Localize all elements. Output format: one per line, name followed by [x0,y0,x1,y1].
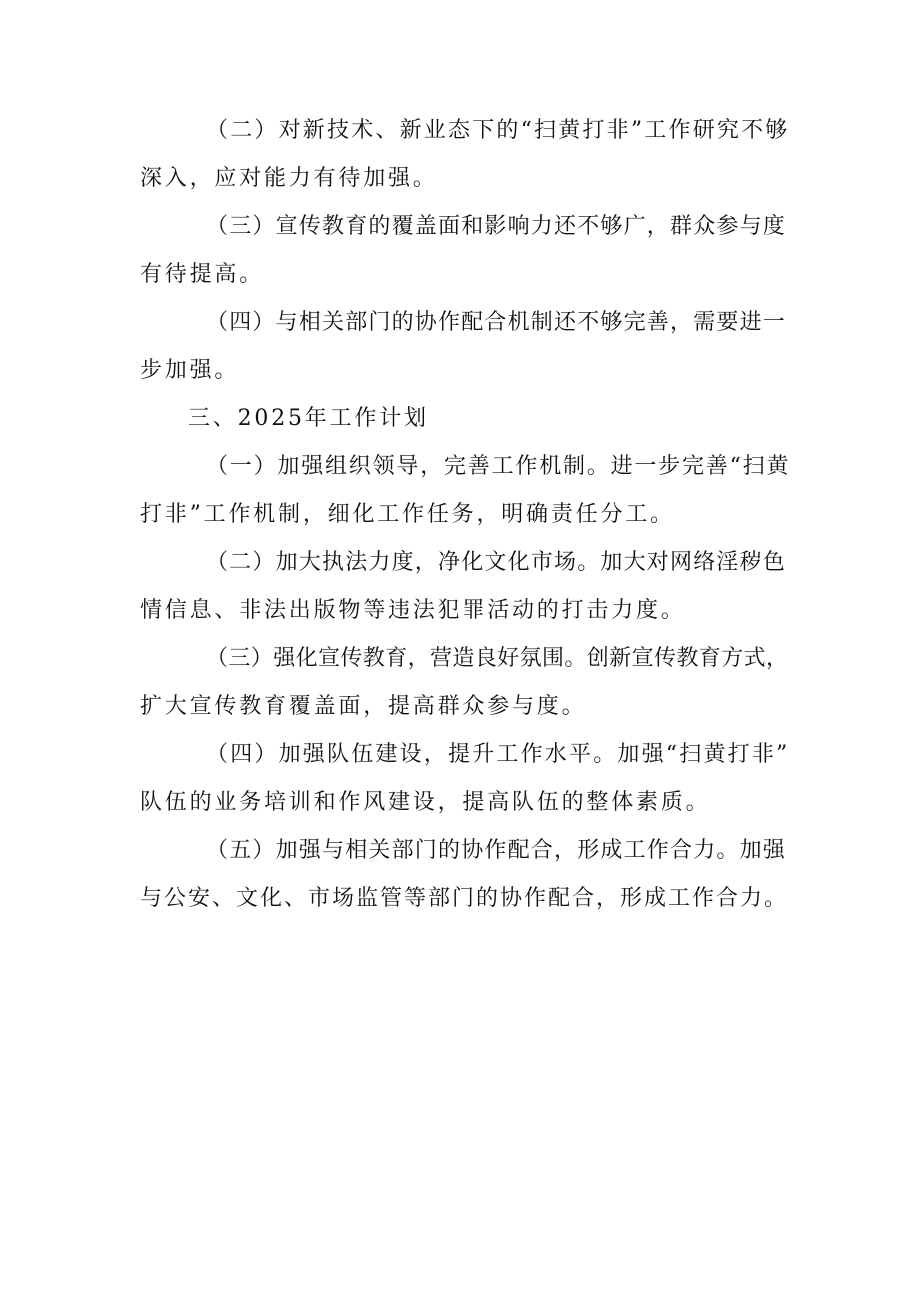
paragraph-line: （四）与相关部门的协作配合机制还不够完善，需要进一 [206,310,787,335]
paragraph-line: 打非”工作机制，细化工作任务，明确责任分工。 [140,502,675,527]
paragraph-line: （四）加强队伍建设，提升工作水平。加强“扫黄打非” [206,742,790,767]
paragraph-line: （三）强化宣传教育，营造良好氛围。创新宣传教育方式， [206,646,789,671]
paragraph-plan-3 [140,635,790,731]
paragraph-line: （二）加大执法力度，净化文化市场。加大对网络淫秽色 [206,550,787,575]
paragraph-line: 队伍的业务培训和作风建设，提高队伍的整体素质。 [140,790,711,815]
paragraph-plan-2 [140,539,790,635]
paragraph-line: 有待提高。 [140,262,265,287]
paragraph-line: （二）对新技术、新业态下的“扫黄打非”工作研究不够 [206,118,790,143]
paragraph-line: 与公安、文化、市场监管等部门的协作配合，形成工作合力。 [140,886,789,911]
paragraph-line: （五）加强与相关部门的协作配合，形成工作合力。加强 [206,838,787,863]
paragraph-problem-4 [140,299,790,395]
section-heading [140,395,790,443]
paragraph-line: 情信息、非法出版物等违法犯罪活动的打击力度。 [140,598,686,623]
paragraph-line: （三）宣传教育的覆盖面和影响力还不够广，群众参与度 [206,214,787,239]
paragraph-problem-3 [140,203,790,299]
paragraph-plan-1 [140,443,790,539]
paragraph-plan-4 [140,731,790,827]
paragraph-line: 深入，应对能力有待加强。 [140,166,438,191]
paragraph-line: 步加强。 [140,358,240,383]
section-heading-text: 三、2025年工作计划 [188,406,429,431]
paragraph-line: （一）加强组织领导，完善工作机制。进一步完善“扫黄 [206,454,791,479]
paragraph-line: 扩大宣传教育覆盖面，提高群众参与度。 [140,694,587,719]
paragraph-plan-5 [140,827,790,923]
paragraph-problem-2 [140,107,790,203]
